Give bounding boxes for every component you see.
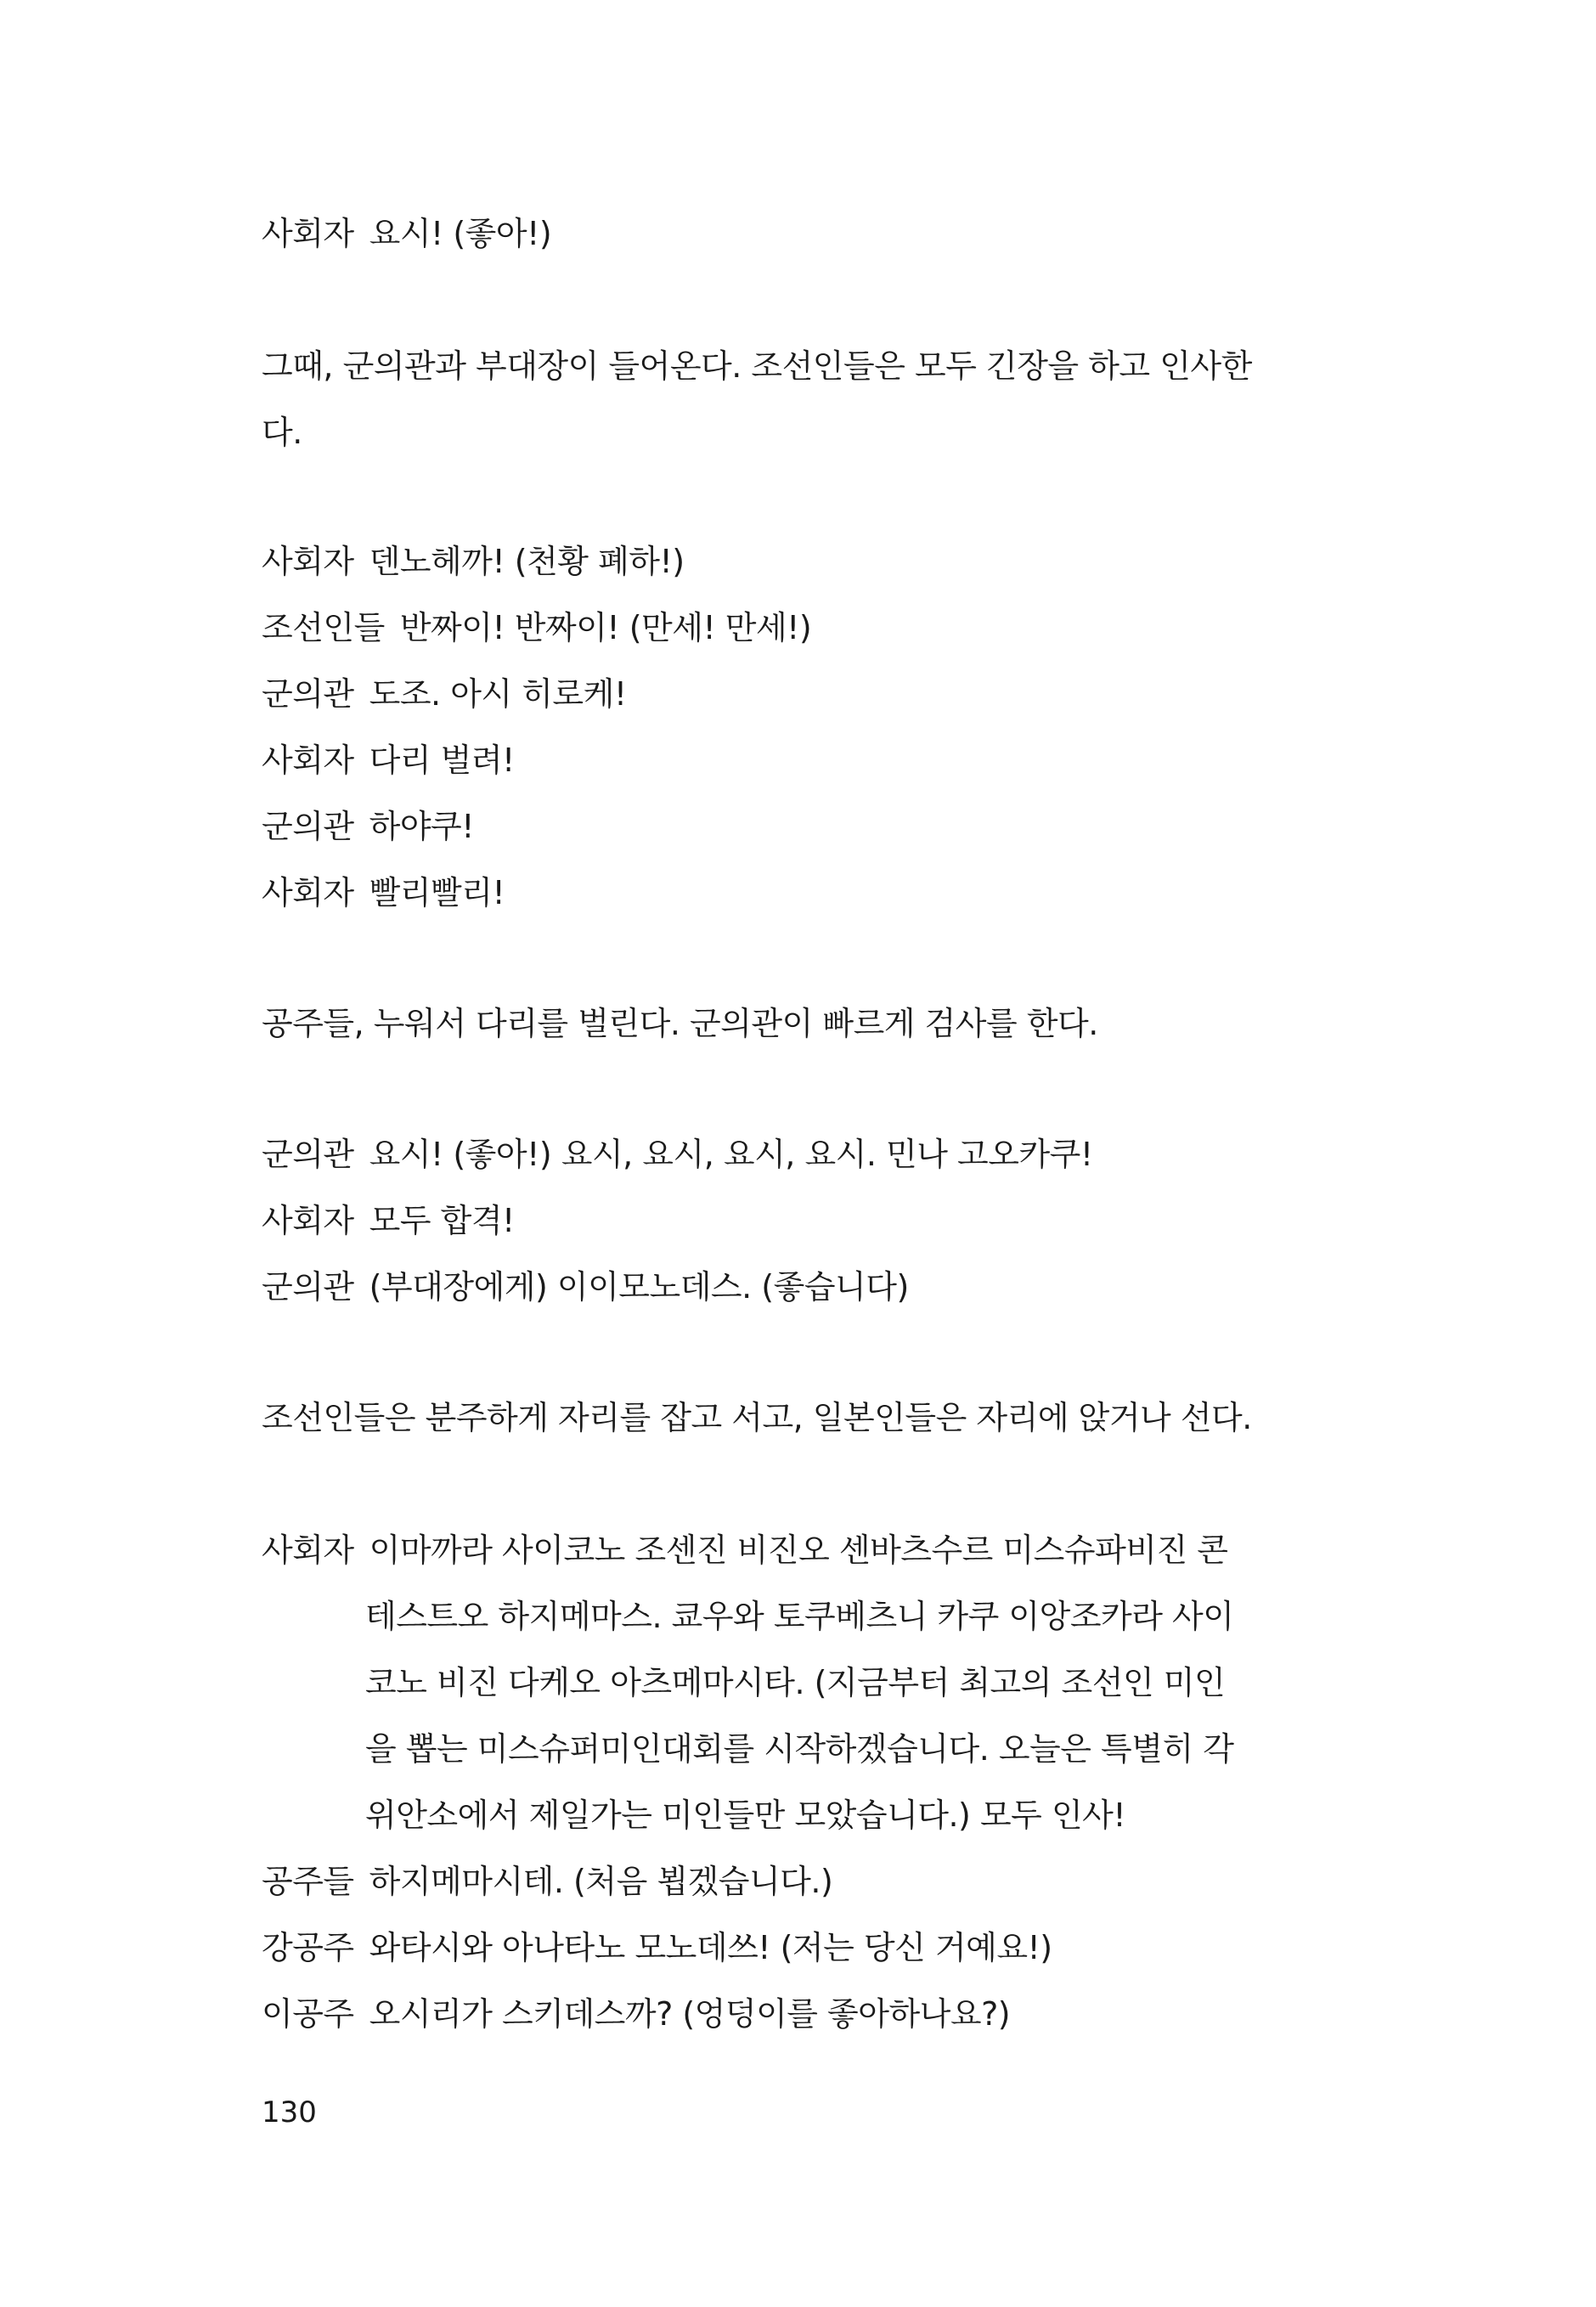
stage-direction-3 [262,1385,1281,1451]
dialogue-text: 하지메마시테. (처음 뵙겠습니다.) [369,1863,833,1900]
dialogue-group-c [262,1121,1281,1320]
dialogue-text: 하야쿠! [369,808,474,845]
dialogue-continuation: 을 뽑는 미스슈퍼미인대회를 시작하겠습니다. 오늘은 특별히 각 [365,1730,1234,1768]
stage-direction-line: 공주들, 누워서 다리를 벌린다. 군의관이 빠르게 검사를 한다. [262,1005,1098,1042]
dialogue-line [262,1848,1281,1915]
dialogue-text: 도조. 아시 히로케! [369,675,627,713]
dialogue-line [262,727,1281,793]
dialogue-line [262,1915,1281,1981]
speaker-name: 사회자 [262,1202,354,1239]
speaker-name: 사회자 [262,874,354,911]
speaker-name: 군의관 [262,1136,354,1173]
dialogue-group-a [262,200,1281,267]
speaker-name: 조선인들 [262,609,385,646]
dialogue-line [262,200,1281,267]
speaker-name: 이공주 [262,1995,354,2033]
dialogue-text: (부대장에게) 이이모노데스. (좋습니다) [369,1268,909,1306]
dialogue-line [262,1121,1281,1187]
dialogue-line [262,595,1281,661]
stage-direction-1 [262,333,1281,465]
dialogue-continuation: 코노 비진 다케오 아츠메마시타. (지금부터 최고의 조선인 미인 [365,1664,1226,1701]
dialogue-line [262,1981,1281,2047]
dialogue-line [262,793,1281,860]
dialogue-text: 요시! (좋아!) 요시, 요시, 요시, 요시. 민나 고오카쿠! [369,1136,1093,1173]
stage-direction-line: 다. [262,414,302,451]
stage-direction-line: 조선인들은 분주하게 자리를 잡고 서고, 일본인들은 자리에 앉거나 선다. [262,1399,1252,1436]
speaker-name: 사회자 [262,215,354,252]
dialogue-text: 반짜이! 반짜이! (만세! 만세!) [399,609,812,646]
long-speech [262,1517,1281,1848]
speaker-name: 군의관 [262,1268,354,1306]
dialogue-text: 모두 합격! [369,1202,515,1239]
dialogue-line [262,528,1281,595]
speaker-name: 사회자 [262,543,354,580]
speaker-name: 군의관 [262,675,354,713]
dialogue-line [262,1187,1281,1254]
dialogue-continuation: 위안소에서 제일가는 미인들만 모았습니다.) 모두 인사! [365,1797,1126,1834]
dialogue-line [262,661,1281,727]
dialogue-group-d [262,1848,1281,2047]
dialogue-line [262,1254,1281,1320]
dialogue-line [262,860,1281,926]
dialogue-text: 요시! (좋아!) [369,215,552,252]
dialogue-continuation: 테스트오 하지메마스. 쿄우와 토쿠베츠니 카쿠 이앙조카라 사이 [365,1598,1234,1635]
dialogue-text: 이마까라 사이코노 조센진 비진오 센바츠수르 미스슈파비진 콘 [369,1531,1228,1569]
dialogue-text: 빨리빨리! [369,874,505,911]
dialogue-text: 덴노헤까! (천황 폐하!) [369,543,685,580]
page-number: 130 [262,2095,317,2129]
dialogue-text: 오시리가 스키데스까? (엉덩이를 좋아하나요?) [369,1995,1011,2033]
dialogue-line [262,1517,1281,1583]
dialogue-text: 와타시와 아나타노 모노데쓰! (저는 당신 거예요!) [369,1929,1052,1966]
dialogue-group-b [262,528,1281,926]
dialogue-text: 다리 벌려! [369,742,515,779]
speaker-name: 공주들 [262,1863,354,1900]
stage-direction-line: 그때, 군의관과 부대장이 들어온다. 조선인들은 모두 긴장을 하고 인사한 [262,347,1252,385]
stage-direction-2 [262,990,1281,1057]
speaker-name: 사회자 [262,742,354,779]
speaker-name: 군의관 [262,808,354,845]
speaker-name: 사회자 [262,1531,354,1569]
speaker-name: 강공주 [262,1929,354,1966]
